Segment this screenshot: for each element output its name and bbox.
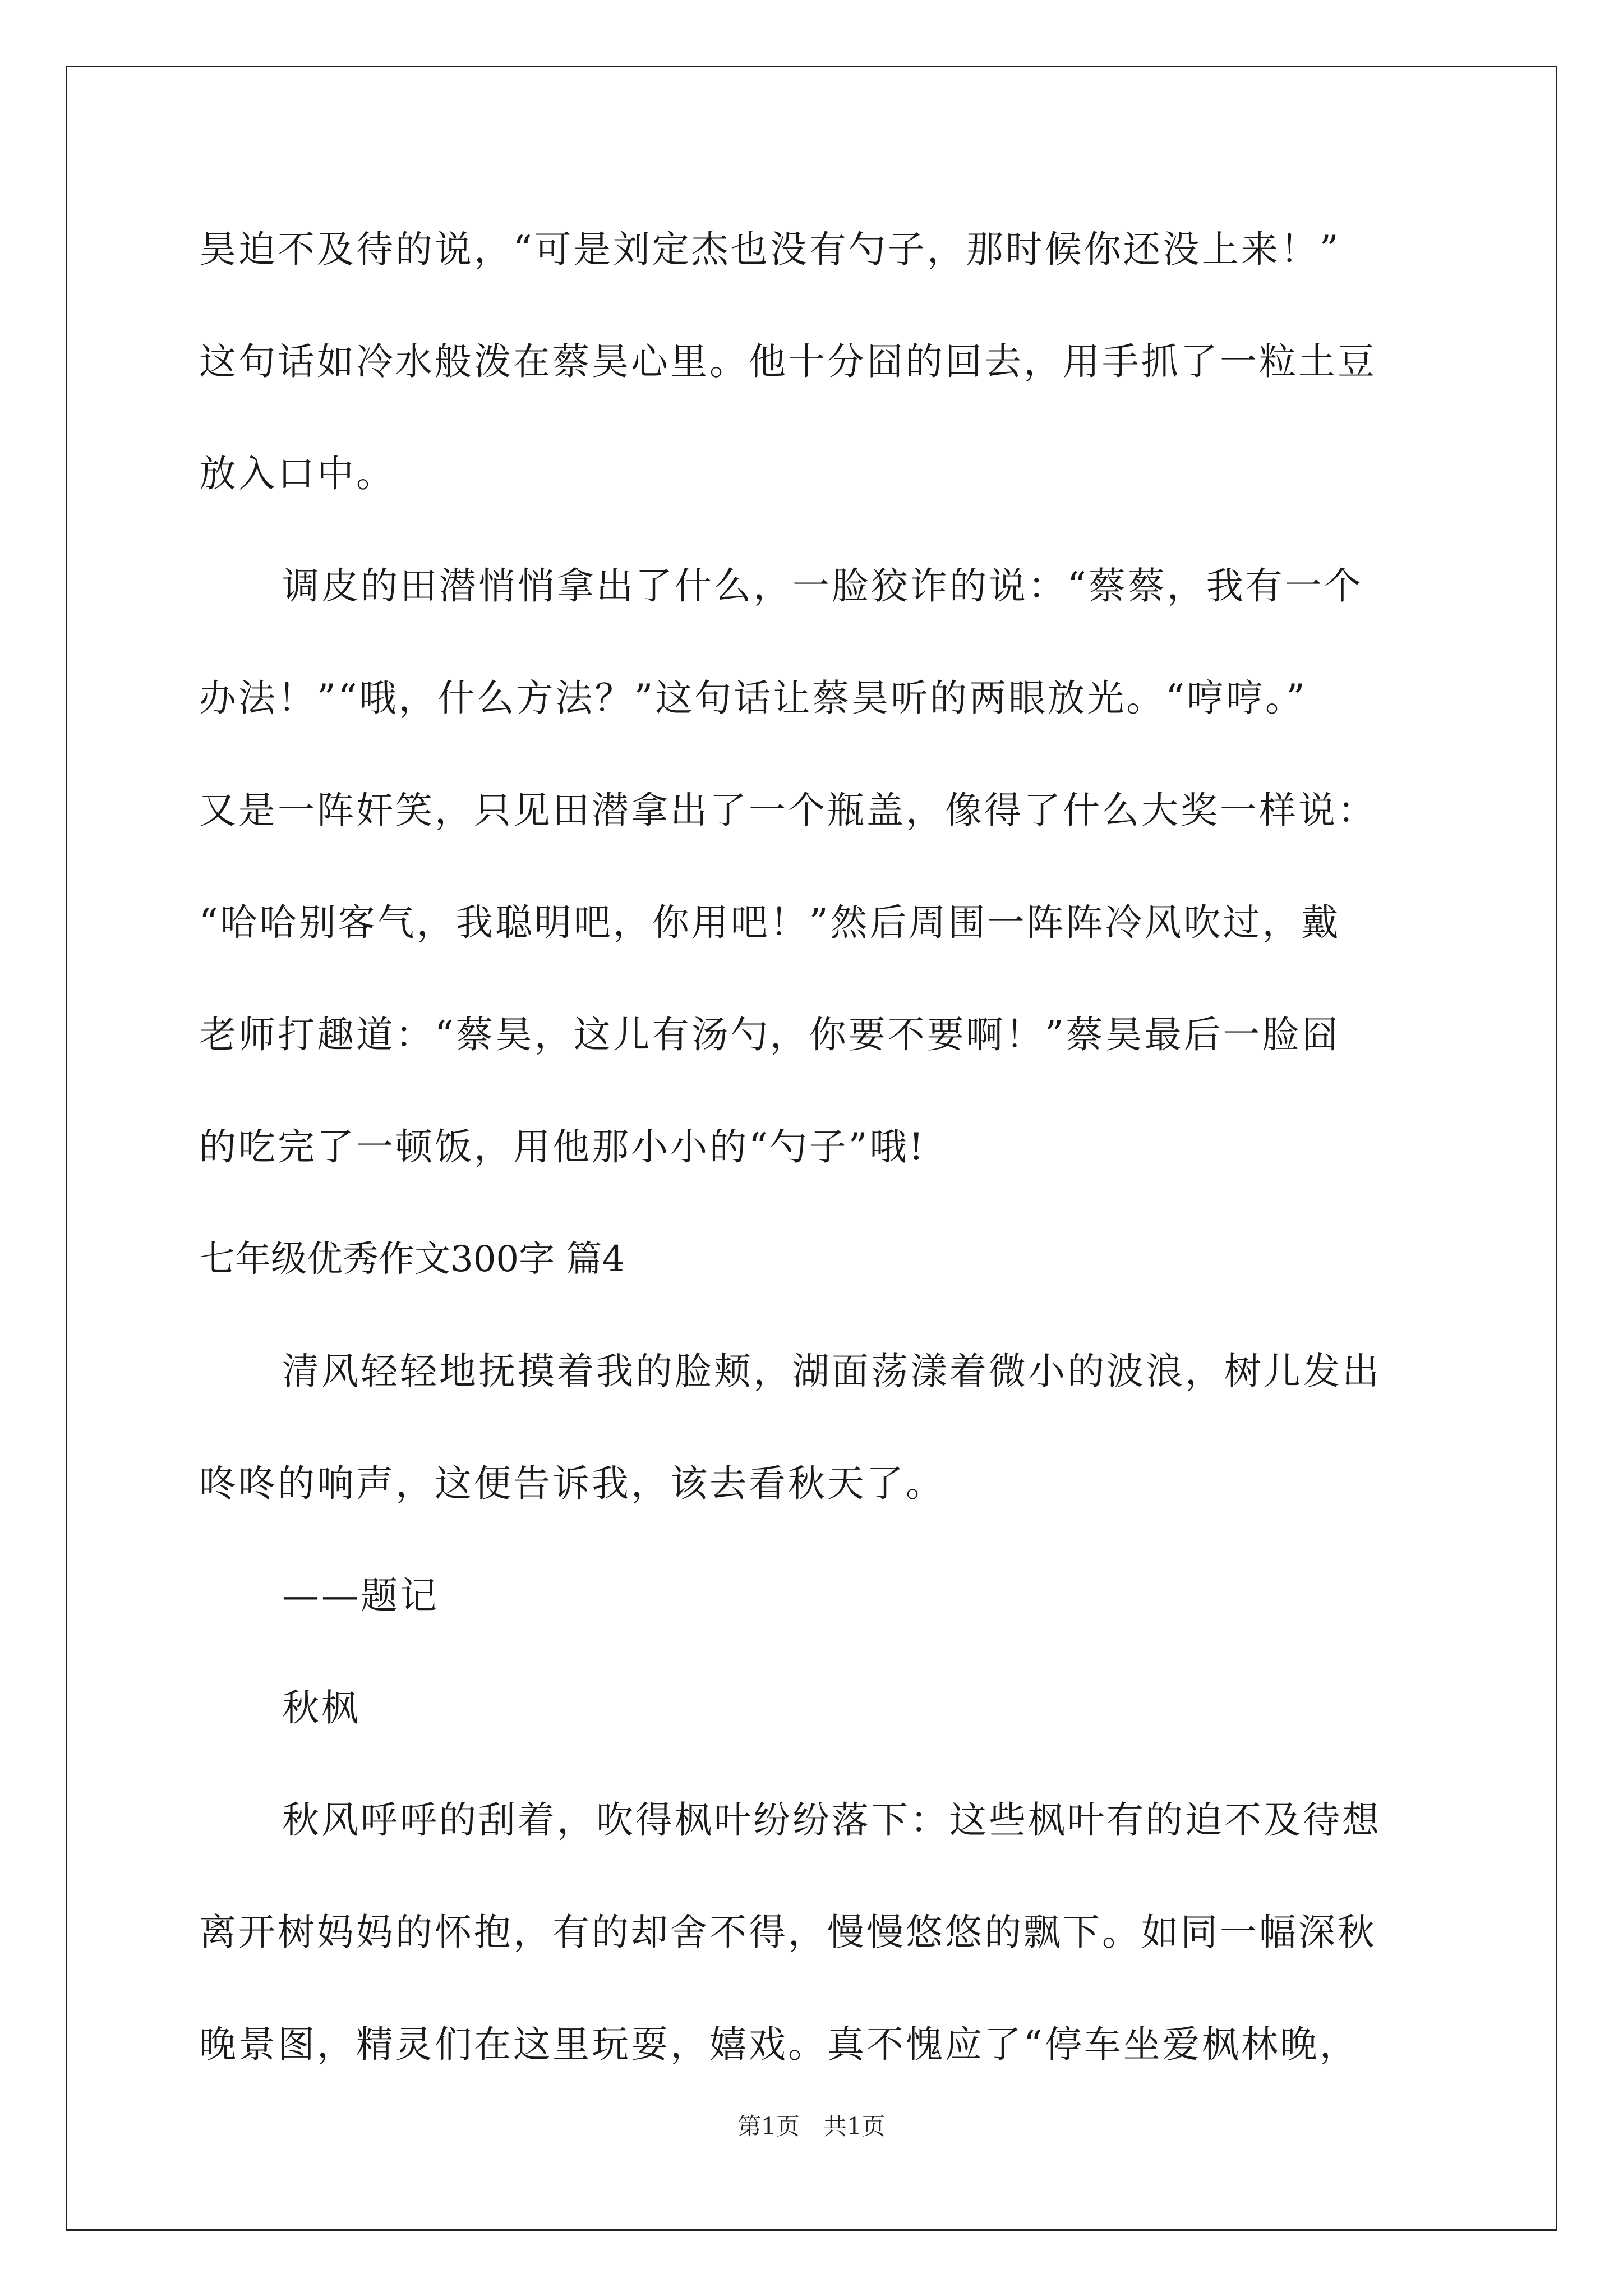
section-heading: 七年级优秀作文300字 篇4 <box>199 1239 625 1280</box>
page-footer: 第1页 共1页 <box>737 2113 886 2140</box>
paragraph-start-line: 调皮的田潜悄悄拿出了什么，一脸狡诈的说：“蔡蔡，我有一个 <box>282 564 1363 608</box>
text-line: 放入口中。 <box>199 452 395 495</box>
text-line: 这句话如冷水般泼在蔡昊心里。他十分囧的回去，用手抓了一粒土豆 <box>199 340 1377 383</box>
text-line: 又是一阵奸笑，只见田潜拿出了一个瓶盖，像得了什么大奖一样说： <box>199 789 1377 832</box>
text-line: “哈哈别客气，我聪明吧，你用吧！”然后周围一阵阵冷风吹过，戴 <box>199 901 1341 944</box>
epigraph-attribution: ——题记 <box>282 1574 439 1617</box>
text-line: 老师打趣道：“蔡昊，这儿有汤勺，你要不要啊！”蔡昊最后一脸囧 <box>199 1013 1341 1056</box>
text-line: 昊迫不及待的说，“可是刘定杰也没有勺子，那时候你还没上来！” <box>199 228 1341 271</box>
text-line: 办法！”“哦，什么方法？”这句话让蔡昊听的两眼放光。“哼哼。” <box>199 677 1307 720</box>
text-line: 离开树妈妈的怀抱，有的却舍不得，慢慢悠悠的飘下。如同一幅深秋 <box>199 1911 1377 1954</box>
text-line: 晚景图，精灵们在这里玩耍，嬉戏。真不愧应了“停车坐爱枫林晚， <box>199 2023 1359 2066</box>
paragraph-start-line: 秋风呼呼的刮着，吹得枫叶纷纷落下：这些枫叶有的迫不及待想 <box>282 1798 1381 1842</box>
paragraph-start-line: 清风轻轻地抚摸着我的脸颊，湖面荡漾着微小的波浪，树儿发出 <box>282 1350 1381 1393</box>
text-line: 咚咚的响声，这便告诉我，该去看秋天了。 <box>199 1462 945 1505</box>
document-body <box>199 194 1467 2101</box>
essay-title: 秋枫 <box>282 1686 361 1729</box>
text-line: 的吃完了一顿饭，用他那小小的“勺子”哦! <box>199 1125 926 1168</box>
